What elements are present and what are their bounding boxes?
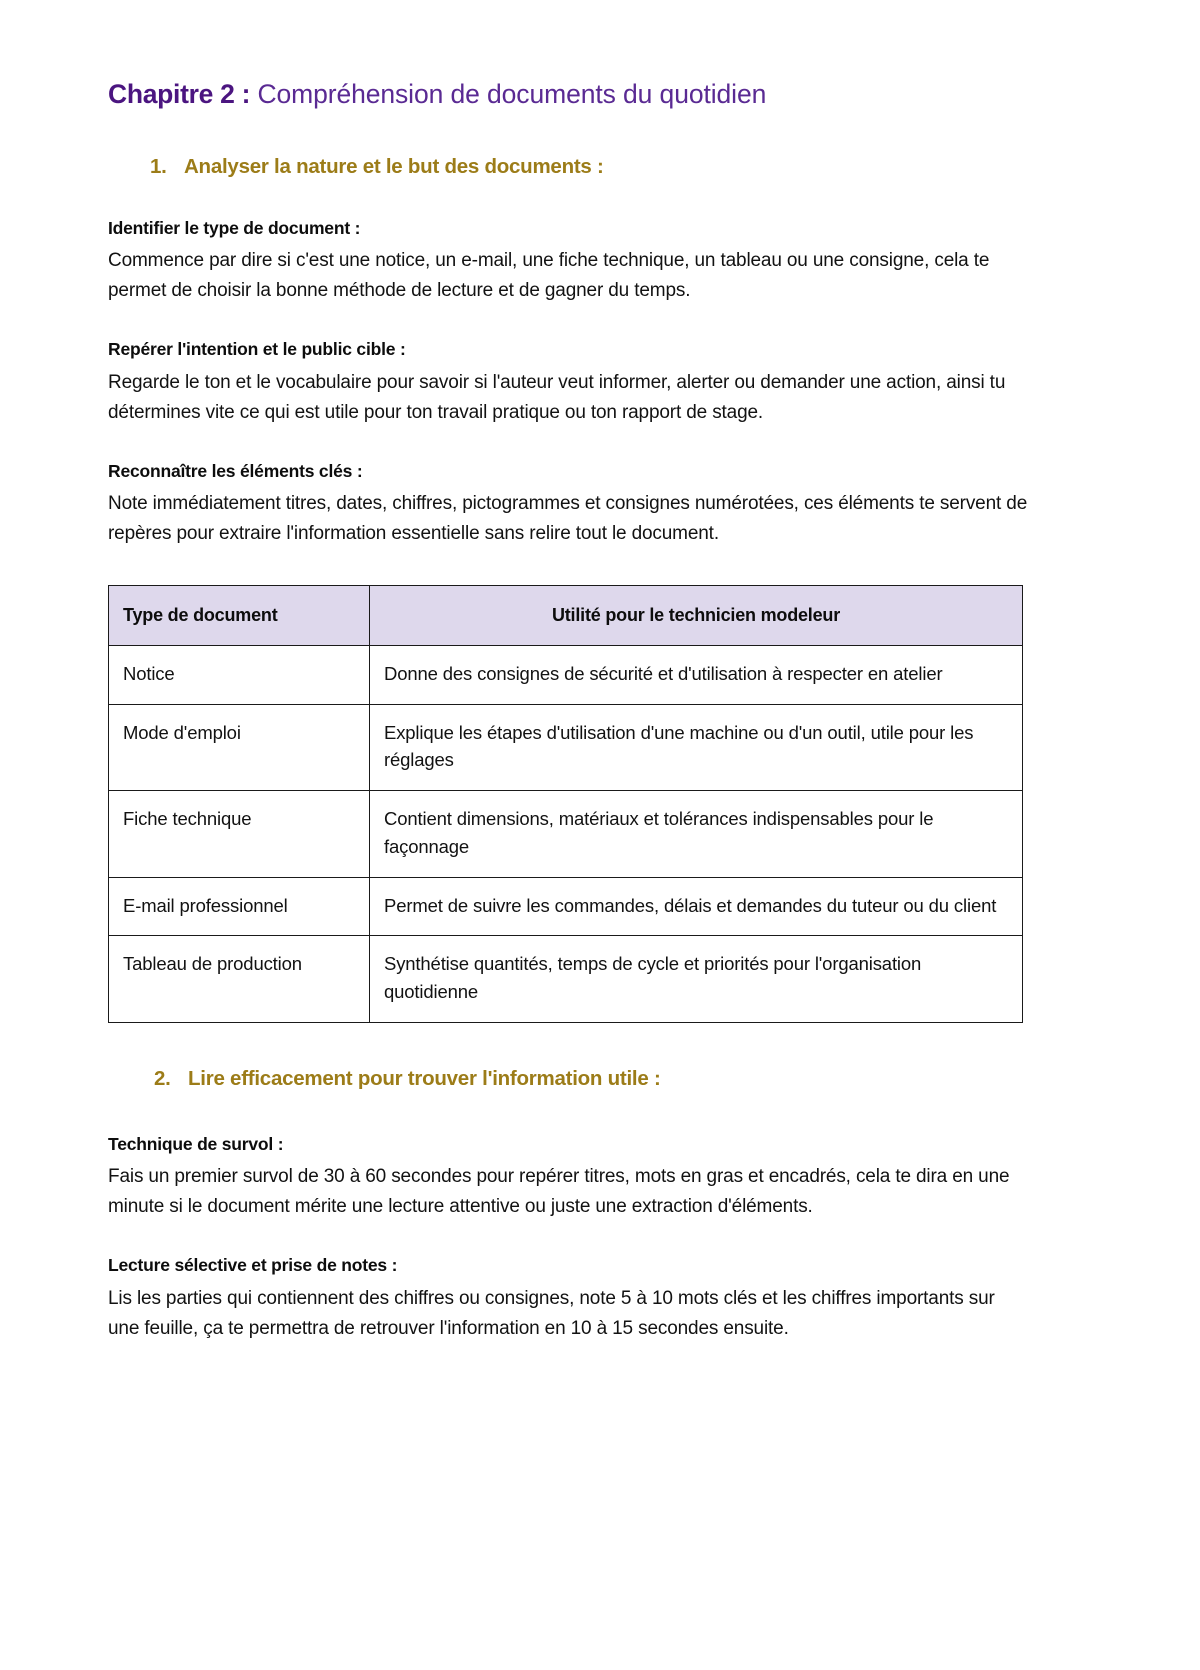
block-title: Repérer l'intention et le public cible :: [108, 339, 406, 360]
column-header-use: Utilité pour le technicien modeleur: [370, 585, 1023, 645]
block-text: Note immédiatement titres, dates, chiffres, pictogrammes et consignes numérotées, ces éléments te servent de repères pour extraire l'information essentielle sans relire tout le document.: [108, 492, 1028, 544]
section-number-2: 2.: [154, 1066, 171, 1090]
content-block: [108, 215, 1092, 306]
block-title: Reconnaître les éléments clés :: [108, 460, 363, 481]
block-text: Fais un premier survol de 30 à 60 secondes pour repérer titres, mots en gras et encadrés, cela te dira en une minute si le document mérite une lecture attentive ou juste une extraction d'éléments.: [108, 1166, 1010, 1218]
content-block: [108, 458, 1092, 549]
block-title: Identifier le type de document :: [108, 218, 361, 239]
table-cell-type: Mode d'emploi: [109, 704, 370, 791]
table-row: [109, 645, 1023, 704]
table-row: [109, 877, 1023, 936]
section-title-2: Lire efficacement pour trouver l'information utile :: [188, 1066, 661, 1090]
table-row: [109, 791, 1023, 878]
page-title: [108, 78, 1092, 111]
table-cell-use: Donne des consignes de sécurité et d'utilisation à respecter en atelier: [370, 645, 1023, 704]
table-cell-use: Explique les étapes d'utilisation d'une machine ou d'un outil, utile pour les réglages: [370, 704, 1023, 791]
table-cell-use: Contient dimensions, matériaux et tolérances indispensables pour le façonnage: [370, 791, 1023, 878]
chapter-subtitle: Compréhension de documents du quotidien: [250, 79, 767, 109]
section-number-1: 1.: [150, 155, 167, 179]
section-title-1: Analyser la nature et le but des documents :: [184, 155, 604, 179]
table-cell-use: Synthétise quantités, temps de cycle et priorités pour l'organisation quotidienne: [370, 936, 1023, 1023]
section-heading-1: [108, 155, 1092, 179]
block-text: Commence par dire si c'est une notice, un e-mail, une fiche technique, un tableau ou une consigne, cela te permet de choisir la bonne méthode de lecture et de gagner du temps.: [108, 250, 990, 302]
table-cell-type: E-mail professionnel: [109, 877, 370, 936]
table-header-row: [109, 585, 1023, 645]
table-body: [109, 645, 1023, 1022]
table-cell-type: Tableau de production: [109, 936, 370, 1023]
table-row: [109, 704, 1023, 791]
section-heading-2: [108, 1067, 1092, 1091]
table-row: [109, 936, 1023, 1023]
content-block: [108, 1252, 1092, 1343]
table-header: [109, 585, 1023, 645]
document-types-table: [108, 585, 1023, 1023]
table-cell-type: Fiche technique: [109, 791, 370, 878]
chapter-label: Chapitre 2 :: [108, 79, 251, 109]
content-block: [108, 1131, 1092, 1222]
table-cell-type: Notice: [109, 645, 370, 704]
column-header-type: Type de document: [109, 585, 370, 645]
block-text: Lis les parties qui contiennent des chiffres ou consignes, note 5 à 10 mots clés et les chiffres importants sur une feuille, ça te permettra de retrouver l'information en 10 à 15 secondes ensuite.: [108, 1287, 995, 1339]
block-text: Regarde le ton et le vocabulaire pour savoir si l'auteur veut informer, alerter ou demander une action, ainsi tu détermines vite ce qui est utile pour ton travail pratique ou ton rapport de stage.: [108, 371, 1006, 423]
content-block: [108, 336, 1092, 427]
block-title: Technique de survol :: [108, 1133, 284, 1154]
table-cell-use: Permet de suivre les commandes, délais et demandes du tuteur ou du client: [370, 877, 1023, 936]
block-title: Lecture sélective et prise de notes :: [108, 1255, 398, 1276]
